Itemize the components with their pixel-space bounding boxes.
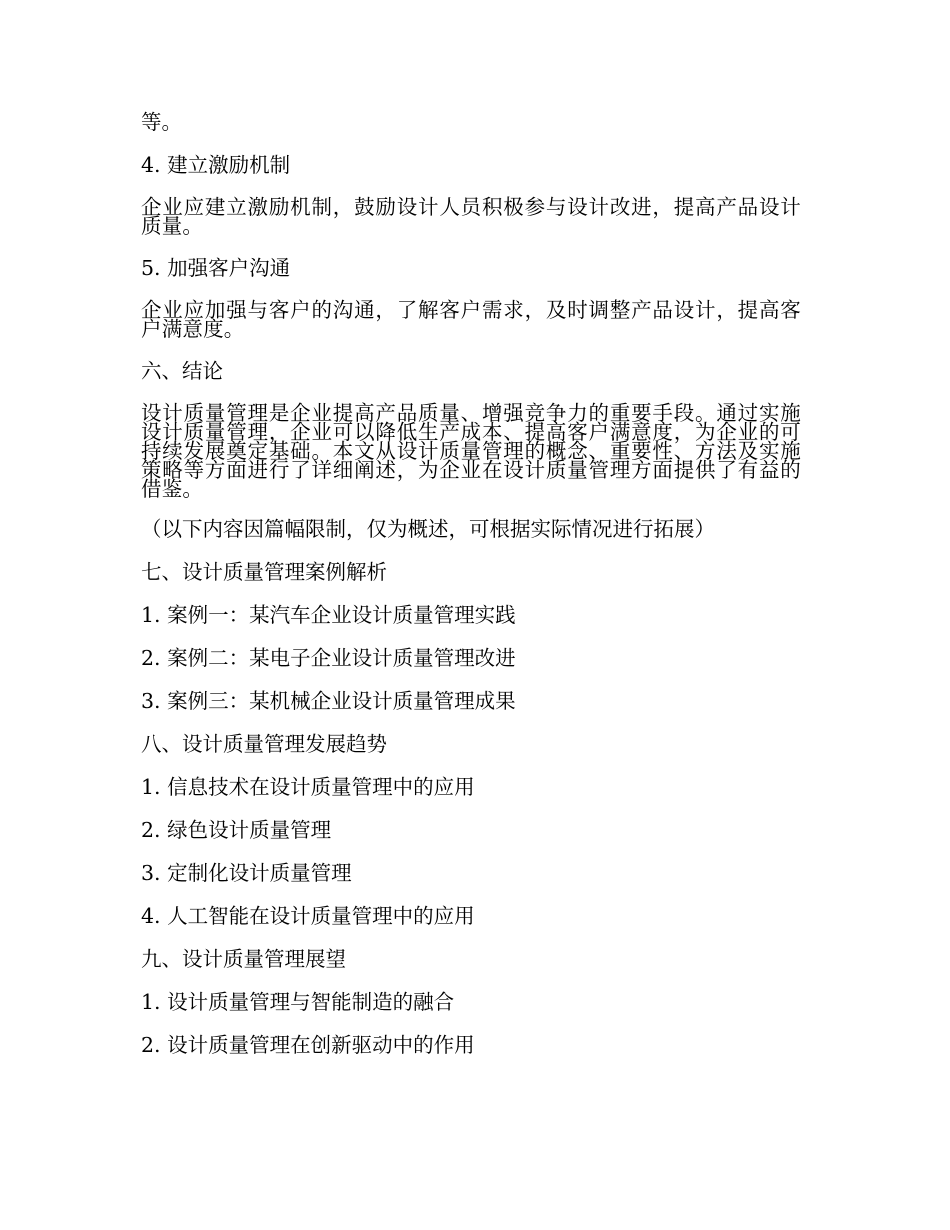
section-heading: 九、设计质量管理展望: [141, 947, 346, 971]
list-item: 4. 人工智能在设计质量管理中的应用: [141, 904, 475, 928]
list-item: 1. 信息技术在设计质量管理中的应用: [141, 775, 475, 799]
list-heading: 4. 建立激励机制: [141, 153, 291, 177]
section-heading: 八、设计质量管理发展趋势: [141, 732, 387, 756]
list-item: 1. 案例一：某汽车企业设计质量管理实践: [141, 603, 516, 627]
document-body: [141, 110, 801, 1057]
list-item: 2. 案例二：某电子企业设计质量管理改进: [141, 646, 516, 670]
section-heading: 七、设计质量管理案例解析: [141, 560, 387, 584]
note-line: （以下内容因篇幅限制，仅为概述，可根据实际情况进行拓展）: [141, 517, 715, 541]
list-item: 2. 设计质量管理在创新驱动中的作用: [141, 1033, 475, 1057]
list-item: 2. 绿色设计质量管理: [141, 818, 332, 842]
list-item: 3. 定制化设计质量管理: [141, 861, 352, 885]
paragraph: 企业应加强与客户的沟通，了解客户需求，及时调整产品设计，提高客户满意度。: [141, 298, 801, 341]
text-line: 等。: [141, 110, 182, 134]
list-item: 1. 设计质量管理与智能制造的融合: [141, 990, 455, 1014]
list-heading: 5. 加强客户沟通: [141, 256, 291, 280]
list-item: 3. 案例三：某机械企业设计质量管理成果: [141, 689, 516, 713]
paragraph: 企业应建立激励机制，鼓励设计人员积极参与设计改进，提高产品设计质量。: [141, 195, 801, 238]
section-heading: 六、结论: [141, 359, 223, 383]
paragraph: 设计质量管理是企业提高产品质量、增强竞争力的重要手段。通过实施设计质量管理，企业可以降低生产成本、提高客户满意度，为企业的可持续发展奠定基础。本文从设计质量管理的概念、重要性、方法及实施策略等方面进行了详细阐述，为企业在设计质量管理方面提供了有益的借鉴。: [141, 401, 801, 501]
